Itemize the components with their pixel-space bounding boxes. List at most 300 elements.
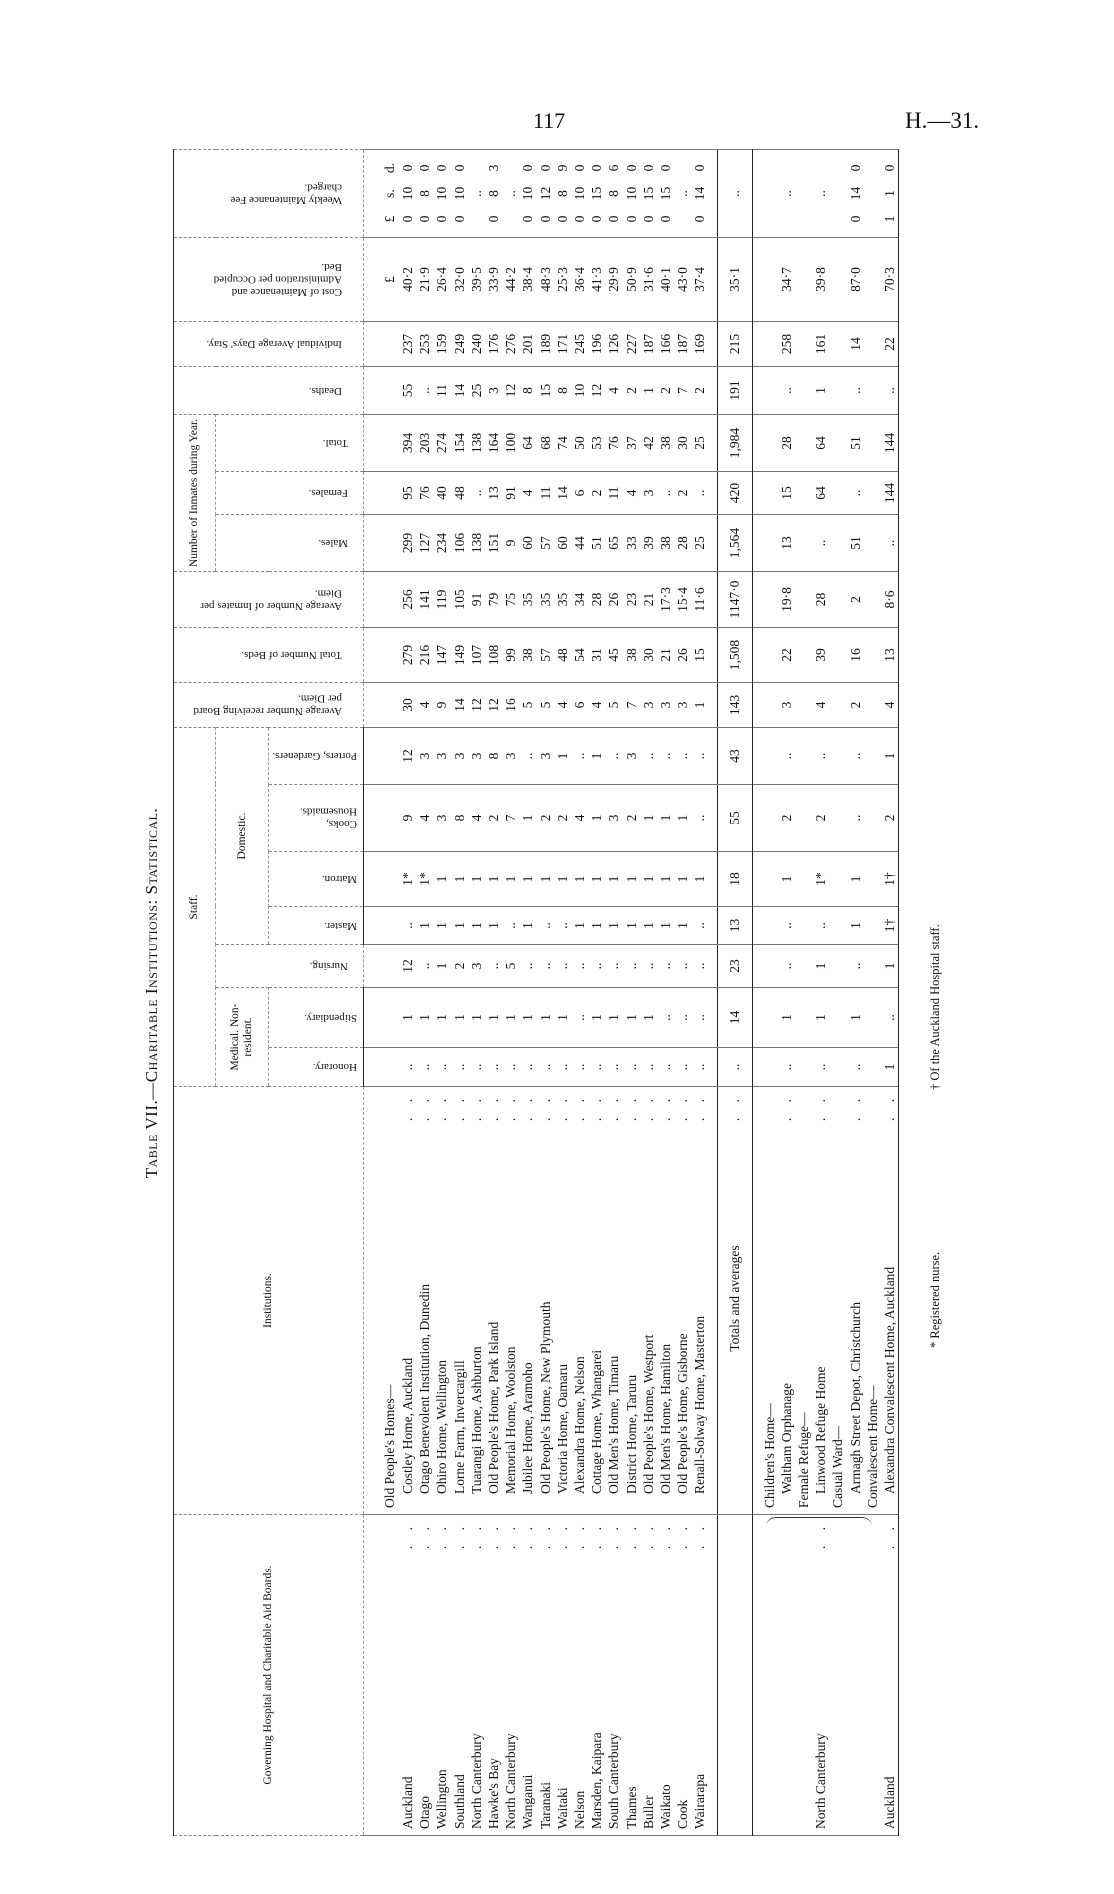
cell-matron: 1 [640, 852, 657, 907]
fee-pounds: £ [382, 215, 397, 223]
cell-porters: 8 [485, 728, 502, 785]
table-row [554, 150, 571, 1836]
cell-institution: Old Men's Home, Timaru . . [605, 1087, 622, 1515]
cell-avg_inmates: 75 [502, 572, 519, 628]
cell-master: 1† [881, 907, 899, 945]
cell-weekly-fee [691, 150, 708, 238]
cell-avg_inmates: 26 [605, 572, 622, 628]
spacer-cell [709, 472, 718, 515]
header-cooks: Cooks, Housemaids. [269, 785, 364, 852]
cell-avg_inmates: 21 [640, 572, 657, 628]
cell-stipendiary: 1 [588, 988, 605, 1048]
cell-board_per_diem: 4 [812, 683, 829, 728]
cell-honorary: .. [433, 1048, 450, 1087]
cell-females [364, 472, 400, 515]
cell-cooks: 2 [554, 785, 571, 852]
fee-shillings: .. [468, 190, 484, 197]
cell-males: 13 [778, 515, 795, 572]
cell-matron: 1 [674, 852, 691, 907]
table-row [640, 150, 657, 1836]
empty-cell [864, 988, 881, 1048]
fee-pounds: 0 [606, 215, 622, 223]
cell-males: .. [812, 515, 829, 572]
fee-pounds [778, 207, 795, 231]
cell-beds: 45 [605, 628, 622, 683]
cell-institution: Victoria Home, Oamaru . . [554, 1087, 571, 1515]
cell-master: .. [502, 907, 519, 945]
cell-cooks: 7 [502, 785, 519, 852]
cell-nursing: 5 [502, 945, 519, 988]
cell-males: 151 [485, 515, 502, 572]
fee-pence [726, 156, 743, 180]
fee-pence: 0 [451, 164, 467, 172]
cell-stipendiary: 1 [433, 988, 450, 1048]
cell-beds: 279 [399, 628, 416, 683]
cell-stipendiary: 1 [502, 988, 519, 1048]
cell-matron: 1 [623, 852, 640, 907]
cell-cooks: 2 [623, 785, 640, 852]
cell-total: 74 [554, 415, 571, 472]
cell-institution: Old People's Home, Westport . . [640, 1087, 657, 1515]
fee-shillings: 10 [451, 186, 467, 201]
empty-cell [761, 472, 778, 515]
cell-matron: 1 [657, 852, 674, 907]
cell-females: .. [847, 472, 864, 515]
cell-cost: 44·2 [502, 238, 519, 322]
group-heading-row [795, 150, 812, 1836]
cell-cost: 34·7 [778, 238, 795, 322]
cell-institution: Memorial Home, Woolston . . [502, 1087, 519, 1515]
cell-board: Waikato . . [657, 1515, 674, 1836]
cell-cooks: 2 [537, 785, 554, 852]
cell-stay: 215 [717, 322, 752, 367]
units-row [364, 150, 400, 1836]
fee-shillings: 10 [400, 186, 415, 201]
empty-cell [761, 238, 778, 322]
cell-cost: 37·4 [691, 238, 708, 322]
empty-cell [761, 322, 778, 367]
cell-nursing: .. [485, 945, 502, 988]
header-total: Total. [216, 415, 364, 472]
cell-avg_inmates: 34 [571, 572, 588, 628]
fee-pounds [502, 207, 519, 231]
cell-porters: .. [778, 728, 795, 785]
empty-cell [864, 415, 881, 472]
cell-stay: 171 [554, 322, 571, 367]
cell-porters: .. [847, 728, 864, 785]
cell-nursing: 3 [468, 945, 485, 988]
cell-cooks: 2 [485, 785, 502, 852]
cell-stay: 253 [416, 322, 433, 367]
table-row [468, 150, 485, 1836]
fee-pounds: 0 [623, 215, 639, 223]
cell-total: 42 [640, 415, 657, 472]
fee-shillings: 1 [882, 190, 898, 197]
cell-stipendiary: 1 [485, 988, 502, 1048]
table-row [416, 150, 433, 1836]
cell-males: 39 [640, 515, 657, 572]
cell-females: 76 [416, 472, 433, 515]
empty-cell [761, 988, 778, 1048]
header-domestic: Domestic. [216, 728, 269, 945]
cell-beds: 108 [485, 628, 502, 683]
cell-cooks: 2 [812, 785, 829, 852]
cell-weekly-fee [468, 150, 485, 238]
cell-board: Cook . . [674, 1515, 691, 1836]
cell-cooks: .. [847, 785, 864, 852]
cell-porters: 3 [416, 728, 433, 785]
cell-matron: 1 [554, 852, 571, 907]
cell-stay: 166 [657, 322, 674, 367]
cell-stay: 276 [502, 322, 519, 367]
cell-stay: 258 [778, 322, 795, 367]
spacer-row [709, 150, 718, 1836]
fee-pence [674, 156, 691, 180]
fee-shillings: 10 [520, 186, 536, 201]
cell-stipendiary: 1 [640, 988, 657, 1048]
fee-pence: 0 [589, 164, 605, 172]
cell-cost: 39·5 [468, 238, 485, 322]
spacer-row [752, 150, 761, 1836]
cell-stipendiary: .. [691, 988, 708, 1048]
cell-board [795, 1515, 812, 1836]
cell-master: 13 [717, 907, 752, 945]
fee-pence: d. [382, 162, 397, 174]
cell-honorary: .. [605, 1048, 622, 1087]
cell-beds: 99 [502, 628, 519, 683]
spacer-cell [752, 852, 761, 907]
empty-cell [829, 150, 846, 238]
cell-deaths: 8 [519, 367, 536, 415]
empty-cell [795, 988, 812, 1048]
cell-board [847, 1515, 864, 1836]
cell-females: 420 [717, 472, 752, 515]
spacer-cell [709, 1048, 718, 1087]
fee-pence: 9 [554, 164, 570, 172]
spacer-cell [709, 238, 718, 322]
cell-porters: 3 [537, 728, 554, 785]
cell-stay: 227 [623, 322, 640, 367]
cell-matron: 18 [717, 852, 752, 907]
cell-board_per_diem: 5 [537, 683, 554, 728]
empty-cell [829, 683, 846, 728]
empty-cell [864, 1048, 881, 1087]
cell-weekly-fee [502, 150, 519, 238]
fee-shillings: 8 [554, 190, 570, 197]
cell-institution: Linwood Refuge Home . . [812, 1087, 829, 1515]
cell-matron: 1* [416, 852, 433, 907]
cell-master: 1 [640, 907, 657, 945]
cell-porters: 3 [502, 728, 519, 785]
empty-cell [795, 472, 812, 515]
cell-stipendiary: 1 [519, 988, 536, 1048]
empty-cell [829, 572, 846, 628]
cell-board: Buller . . [640, 1515, 657, 1836]
header-board-per-diem: Average Number receiving Board per Diem. [174, 683, 364, 728]
spacer-cell [709, 945, 718, 988]
cell-deaths: 2 [691, 367, 708, 415]
cell-nursing: .. [519, 945, 536, 988]
cell-stay: 169 [691, 322, 708, 367]
group-heading: Female Refuge— [795, 1087, 812, 1515]
cell-nursing: .. [416, 945, 433, 988]
cell-stay: 176 [485, 322, 502, 367]
cell-honorary: .. [554, 1048, 571, 1087]
cell-avg_inmates: 17·3 [657, 572, 674, 628]
cell-avg_inmates: 91 [468, 572, 485, 628]
cell-master: 1 [847, 907, 864, 945]
empty-cell [829, 515, 846, 572]
cell-stay: 189 [537, 322, 554, 367]
cell-avg_inmates: 79 [485, 572, 502, 628]
cell-females: .. [657, 472, 674, 515]
cell-board: Nelson . . [571, 1515, 588, 1836]
empty-cell [795, 1048, 812, 1087]
cell-total: 25 [691, 415, 708, 472]
fee-shillings: 8 [417, 190, 433, 197]
cell-beds: 21 [657, 628, 674, 683]
cell-males: 234 [433, 515, 450, 572]
empty-cell [795, 367, 812, 415]
fee-shillings: 8 [606, 190, 622, 197]
cell-cooks: 3 [433, 785, 450, 852]
table-row [519, 150, 536, 1836]
header-stay: Individual Average Days' Stay. [174, 322, 364, 367]
group-heading: Convalescent Home— [864, 1087, 881, 1515]
fee-shillings: 10 [572, 186, 588, 201]
header-stipendiary: Stipendiary. [269, 988, 364, 1048]
cell-stipendiary: 1 [468, 988, 485, 1048]
cell-master: 1 [588, 907, 605, 945]
cell-beds: 147 [433, 628, 450, 683]
fee-shillings: .. [727, 190, 743, 197]
cell-porters: .. [640, 728, 657, 785]
cell-honorary: .. [519, 1048, 536, 1087]
cell-weekly-fee [605, 150, 622, 238]
cell-nursing: .. [605, 945, 622, 988]
cell-weekly-fee [554, 150, 571, 238]
cell-weekly-fee [623, 150, 640, 238]
cell-avg_inmates: 19·8 [778, 572, 795, 628]
totals-row [717, 150, 752, 1836]
cell-total: 274 [433, 415, 450, 472]
empty-cell [864, 150, 881, 238]
empty-cell [795, 322, 812, 367]
cell-master: 1 [416, 907, 433, 945]
table-row [451, 150, 468, 1836]
empty-cell [829, 945, 846, 988]
cell-institution: Otago Benevolent Institution, Dunedin . . [416, 1087, 433, 1515]
empty-cell [864, 728, 881, 785]
cell-deaths: 15 [537, 367, 554, 415]
header-master: Master. [269, 907, 364, 945]
cell-matron: 1 [537, 852, 554, 907]
spacer-cell [709, 515, 718, 572]
cell-cooks: 1 [640, 785, 657, 852]
fee-shillings: 10 [434, 186, 450, 201]
empty-cell [864, 683, 881, 728]
header-medical: Medical. Non-resident. [216, 988, 269, 1087]
cell-master: 1 [571, 907, 588, 945]
empty-cell [761, 945, 778, 988]
header-honorary: Honorary. [269, 1048, 364, 1087]
empty-cell [795, 852, 812, 907]
footnote-auckland-staff: † Of the Auckland Hospital staff. [928, 924, 942, 1090]
header-cost: Cost of Maintenance and Administration per Occupied Bed. [174, 238, 364, 322]
cell-honorary: .. [812, 1048, 829, 1087]
cell-deaths: 11 [433, 367, 450, 415]
cell-porters: .. [674, 728, 691, 785]
cell-master: .. [399, 907, 416, 945]
header-females: Females. [216, 472, 364, 515]
cell-males: 138 [468, 515, 485, 572]
empty-cell [761, 628, 778, 683]
cell-board_per_diem: 12 [468, 683, 485, 728]
spacer-cell [752, 1087, 761, 1515]
cell-institution: Tuarangi Home, Ashburton . . [468, 1087, 485, 1515]
cell-master: 1 [433, 907, 450, 945]
spacer-cell [752, 683, 761, 728]
cell-females: 11 [537, 472, 554, 515]
cell-board: Auckland . . [881, 1515, 899, 1836]
cell-total: 51 [847, 415, 864, 472]
cell-institution: Old People's Home, Gisborne . . [674, 1087, 691, 1515]
cell-deaths: 12 [588, 367, 605, 415]
group-heading-row [761, 150, 778, 1836]
cell-institution: Costley Home, Auckland . . [399, 1087, 416, 1515]
cell-cooks: 4 [468, 785, 485, 852]
empty-cell [864, 945, 881, 988]
cell-females: 144 [881, 472, 899, 515]
empty-cell [761, 415, 778, 472]
cell-nursing: 1 [433, 945, 450, 988]
cell-stay: 22 [881, 322, 899, 367]
empty-cell [829, 472, 846, 515]
cell-honorary: .. [537, 1048, 554, 1087]
cell-porters: 12 [399, 728, 416, 785]
cell-honorary: .. [717, 1048, 752, 1087]
cell-females: 2 [588, 472, 605, 515]
spacer-cell [709, 628, 718, 683]
cell-cost: 32·0 [451, 238, 468, 322]
empty-cell [761, 852, 778, 907]
fee-shillings: 15 [658, 186, 674, 201]
cell-institution: Alexandra Home, Nelson . . [571, 1087, 588, 1515]
cell-honorary: .. [451, 1048, 468, 1087]
fee-shillings: 15 [589, 186, 605, 201]
fee-pence: 6 [606, 164, 622, 172]
cell-stipendiary: 1 [451, 988, 468, 1048]
cell-weekly-fee [674, 150, 691, 238]
group-heading-row [829, 150, 846, 1836]
fee-pence: 0 [640, 164, 656, 172]
header-board: Governing Hospital and Charitable Aid Boards. [174, 1515, 364, 1836]
cell-females: .. [468, 472, 485, 515]
cell-board: Hawke's Bay . . [485, 1515, 502, 1836]
cell-females: 13 [485, 472, 502, 515]
cell-weekly-fee [451, 150, 468, 238]
empty-cell [864, 628, 881, 683]
cell-beds: 15 [691, 628, 708, 683]
fee-shillings: 14 [692, 186, 708, 201]
table-row [571, 150, 588, 1836]
cell-males: 25 [691, 515, 708, 572]
cell-porters: 1 [588, 728, 605, 785]
cell-stipendiary: 1 [537, 988, 554, 1048]
cell-females: 14 [554, 472, 571, 515]
cell-honorary: .. [399, 1048, 416, 1087]
group-heading-row [864, 150, 881, 1836]
spacer-cell [709, 367, 718, 415]
spacer-cell [709, 322, 718, 367]
cell-porters: .. [519, 728, 536, 785]
table-row [605, 150, 622, 1836]
cell-cooks: 2 [881, 785, 899, 852]
cell-males: 65 [605, 515, 622, 572]
cell-deaths: .. [881, 367, 899, 415]
header-staff: Staff. [174, 728, 216, 1087]
fee-pounds: 0 [589, 215, 605, 223]
cell-nursing: .. [657, 945, 674, 988]
fee-pounds: 0 [486, 215, 502, 223]
cell-board: Waitaki . . [554, 1515, 571, 1836]
cell-porters: 43 [717, 728, 752, 785]
cell-cost: £ [364, 238, 400, 322]
cell-master: 1 [519, 907, 536, 945]
empty-cell [795, 150, 812, 238]
cell-porters: .. [657, 728, 674, 785]
cell-master: .. [554, 907, 571, 945]
cell-porters: 3 [433, 728, 450, 785]
fee-pence: 0 [537, 164, 553, 172]
empty-cell [864, 572, 881, 628]
cell-beds [364, 628, 400, 683]
cell-stay: 187 [640, 322, 657, 367]
cell-avg_inmates: 28 [588, 572, 605, 628]
empty-cell [829, 238, 846, 322]
cell-females: 95 [399, 472, 416, 515]
cell-weekly-fee [588, 150, 605, 238]
empty-cell [864, 852, 881, 907]
cell-males: 51 [847, 515, 864, 572]
fee-shillings: .. [503, 190, 519, 197]
empty-cell [829, 988, 846, 1048]
cell-institution: Cottage Home, Whangarei . . [588, 1087, 605, 1515]
header-males: Males. [216, 515, 364, 572]
cell-honorary: .. [416, 1048, 433, 1087]
cell-nursing: .. [623, 945, 640, 988]
cell-avg_inmates: 8·6 [881, 572, 899, 628]
spacer-cell [752, 728, 761, 785]
empty-cell [864, 367, 881, 415]
cell-stipendiary: 1 [847, 988, 864, 1048]
empty-cell [829, 322, 846, 367]
cell-matron: 1 [485, 852, 502, 907]
cell-females: 64 [812, 472, 829, 515]
cell-cost: 41·3 [588, 238, 605, 322]
fee-pence [778, 156, 795, 180]
table-row [674, 150, 691, 1836]
fee-shillings: 8 [486, 190, 502, 197]
cell-board [778, 1515, 795, 1836]
cell-board [829, 1515, 846, 1836]
fee-pounds: 0 [417, 215, 433, 223]
cell-weekly-fee [571, 150, 588, 238]
cell-cooks: 2 [778, 785, 795, 852]
cell-cost: 50·9 [623, 238, 640, 322]
cell-beds: 38 [623, 628, 640, 683]
cell-beds: 22 [778, 628, 795, 683]
